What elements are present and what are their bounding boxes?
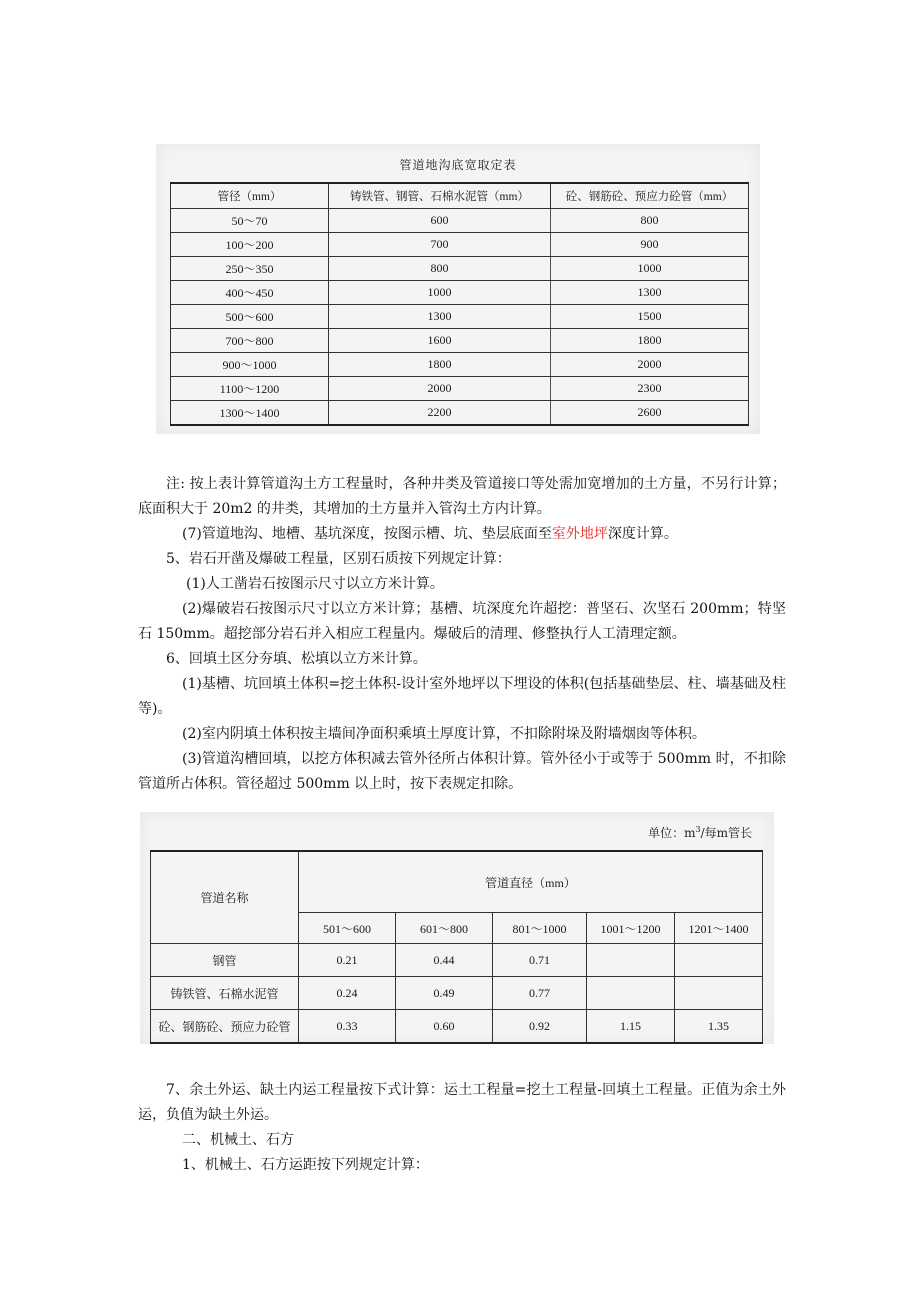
table-row [171,209,749,233]
item-6-backfill: 6、回填土区分夯填、松填以立方米计算。 [166,651,427,667]
table-cell: 400～450 [171,281,329,305]
table-cell: 1500 [551,305,749,329]
table1-title: 管道地沟底宽取定表 [399,158,517,172]
table-cell: 1300～1400 [171,401,329,426]
pipe-trench-width-table [170,182,749,426]
table-cell: 1100～1200 [171,377,329,401]
item-7-trench-depth [138,522,786,547]
table-note: 注: 按上表计算管道沟土方工程量时，各种井类及管道接口等处需加宽增加的土方量，不另行计算；底面积大于 20m2 的井类，其增加的土方量并入管沟土方内计算。 [138,476,786,517]
item-5-2: (2)爆破岩石按图示尺寸以立方米计算；基槽、坑深度允许超挖：普坚石、次坚石 200mm；特坚石 150mm。超挖部分岩石并入相应工程量内。爆破后的清理、修整执行人工清理定额。 [138,601,786,642]
table2-unit [648,824,752,841]
item-6-1: (1)基槽、坑回填土体积=挖土体积-设计室外地坪以下埋设的体积(包括基础垫层、柱、墙基础及柱等)。 [138,676,786,717]
table-cell: 2200 [329,401,551,426]
table-cell: 900～1000 [171,353,329,377]
table-cell: 0.60 [396,1010,493,1044]
item-6-2: (2)室内阴填土体积按主墙间净面积乘填土厚度计算，不扣除附垛及附墙烟囱等体积。 [182,726,706,742]
table-cell: 700～800 [171,329,329,353]
table-cell: 1300 [551,281,749,305]
table2-header-pipe-name: 管道名称 [151,851,299,944]
range-header: 601～800 [396,913,493,944]
table-row [151,1010,763,1044]
range-header: 501～600 [299,913,396,944]
item-7-text-end: 深度计算。 [607,526,678,542]
table-row [171,281,749,305]
table-cell: 700 [329,233,551,257]
table-cell: 1.15 [587,1010,675,1044]
table-cell: 1800 [551,329,749,353]
pipe-name-cell: 砼、钢筋砼、预应力砼管 [151,1010,299,1044]
table-cell [587,977,675,1010]
table1-header-row [171,183,749,209]
table-row [171,401,749,426]
section-2-item-1: 1、机械土、石方运距按下列规定计算： [182,1157,429,1173]
table-cell: 600 [329,209,551,233]
table-cell: 0.49 [396,977,493,1010]
table2-header-diameter: 管道直径（mm） [299,851,763,913]
table-row [171,377,749,401]
table-row [171,233,749,257]
table-cell: 1000 [551,257,749,281]
table-cell: 0.71 [493,944,587,977]
table-cell: 1300 [329,305,551,329]
table-cell [675,977,763,1010]
table-cell: 800 [551,209,749,233]
table-cell: 1000 [329,281,551,305]
unit-suffix: /每m管长 [700,826,752,840]
pipe-name-cell: 钢管 [151,944,299,977]
table-cell: 2300 [551,377,749,401]
table-cell: 250～350 [171,257,329,281]
pipe-name-cell: 铸铁管、石棉水泥管 [151,977,299,1010]
table2-header-row [151,851,763,913]
unit-sup: 3 [695,825,701,834]
table-cell: 0.21 [299,944,396,977]
range-header: 801～1000 [493,913,587,944]
table-row [171,257,749,281]
table-cell: 50～70 [171,209,329,233]
item-6-3: (3)管道沟槽回填，以挖方体积减去管外径所占体积计算。管外径小于或等于 500mm 时，不扣除管道所占体积。管径超过 500mm 以上时，按下表规定扣除。 [138,751,786,792]
table-row [151,977,763,1010]
outdoor-ground-link: 室外地坪 [551,526,608,542]
item-7-text: (7)管道地沟、地槽、基坑深度，按图示槽、坑、垫层底面至 [182,526,552,542]
table-cell: 900 [551,233,749,257]
pipe-volume-deduction-table [150,850,763,1044]
table1-header-concrete: 砼、钢筋砼、预应力砼管（mm） [551,183,749,209]
table-cell: 2000 [329,377,551,401]
table-cell: 2600 [551,401,749,426]
table-cell: 0.44 [396,944,493,977]
section-2-heading: 二、机械土、石方 [182,1132,294,1148]
table-row [171,329,749,353]
table1-header-diameter: 管径（mm） [171,183,329,209]
unit-prefix: 单位：m [648,826,696,840]
item-7-soil-transport: 7、余土外运、缺土内运工程量按下式计算：运土工程量=挖土工程量-回填土工程量。正值为余土外运，负值为缺土外运。 [138,1082,786,1123]
item-5-1: (1)人工凿岩石按图示尺寸以立方米计算。 [186,576,444,592]
pipe-volume-deduction-table-image [140,812,774,1044]
table-cell: 0.77 [493,977,587,1010]
table-cell: 0.33 [299,1010,396,1044]
table-cell: 100～200 [171,233,329,257]
table-row [171,353,749,377]
table-cell [587,944,675,977]
item-5-rock-excavation: 5、岩石开凿及爆破工程量，区别石质按下列规定计算： [166,551,511,567]
range-header: 1201～1400 [675,913,763,944]
pipe-trench-width-table-image [156,144,760,434]
table-cell [675,944,763,977]
table-cell: 800 [329,257,551,281]
table-cell: 1600 [329,329,551,353]
table-cell: 0.24 [299,977,396,1010]
table-row [171,305,749,329]
range-header: 1001～1200 [587,913,675,944]
table-cell: 1.35 [675,1010,763,1044]
table1-header-iron-steel: 铸铁管、钢管、石棉水泥管（mm） [329,183,551,209]
table-cell: 2000 [551,353,749,377]
table-cell: 0.92 [493,1010,587,1044]
table-cell: 500～600 [171,305,329,329]
table-row [151,944,763,977]
table-cell: 1800 [329,353,551,377]
